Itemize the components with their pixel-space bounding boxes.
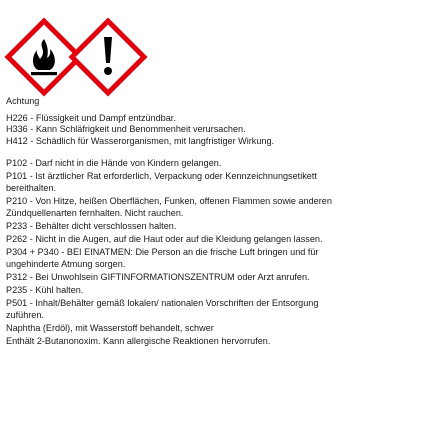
precautionary-statement: [6, 298, 444, 321]
precautionary-statement: [6, 234, 444, 246]
statement-line: P233 - Behälter dicht verschlossen halten.: [6, 220, 177, 231]
statement-line: P210 - Von Hitze, heißen Oberflächen, Funken, offenen Flammen sowie anderen: [6, 196, 332, 207]
exclamation-mark-icon: [68, 17, 148, 97]
precautionary-statement: [6, 336, 444, 348]
statement-line: Zündquellenarten fernhalten. Nicht rauchen.: [6, 207, 184, 218]
statement-line: P312 - Bei Unwohlsein GIFTINFORMATIONSZENTRUM oder Arzt anrufen.: [6, 271, 310, 282]
precautionary-statement: [6, 323, 444, 335]
precautionary-statement: [6, 158, 444, 170]
precautionary-statement: [6, 272, 444, 284]
statement-line: P304 + P340 - BEI EINATMEN: Die Person an die frische Luft bringen und für: [6, 247, 319, 258]
statement-line: Naphtha (Erdöl), mit Wasserstoff behandelt, schwer: [6, 322, 214, 333]
statement-line: bereithalten.: [6, 183, 57, 194]
ghs-pictograms: [4, 17, 164, 97]
statement-line: ungehinderte Atmung sorgen.: [6, 258, 126, 269]
precautionary-statement: [6, 285, 444, 297]
hazard-statement: H412 - Schädlich für Wasserorganismen, mit langfristiger Wirkung.: [6, 135, 275, 146]
signal-word: Achtung: [6, 96, 40, 106]
hazard-label-text: [6, 96, 444, 349]
precautionary-statement: [6, 196, 444, 219]
hazard-statement: H336 - Kann Schläfrigkeit und Benommenheit verursachen.: [6, 124, 246, 135]
hazard-statement: H226 - Flüssigkeit und Dampf entzündbar.: [6, 112, 176, 123]
statement-line: zuführen.: [6, 309, 44, 320]
precautionary-statement: [6, 171, 444, 194]
statement-line: P101 - Ist ärztlicher Rat erforderlich, Verpackung oder Kennzeichnungsetikett: [6, 171, 317, 182]
statement-line: Enthält 2-Butanonoxim. Kann allergische Reaktionen hervorrufen.: [6, 335, 271, 346]
precautionary-statement: [6, 247, 444, 270]
statement-line: P501 - Inhalt/Behälter gemäß lokalen/ nationalen Vorschriften der Entsorgung: [6, 297, 319, 308]
precautionary-statements: [6, 158, 444, 347]
hazard-statements: [6, 113, 444, 148]
statement-line: P235 - Kühl halten.: [6, 284, 84, 295]
precautionary-statement: [6, 221, 444, 233]
statement-line: P262 - Nicht in die Augen, auf die Haut oder auf die Kleidung gelangen lassen.: [6, 233, 323, 244]
statement-line: P102 - Darf nicht in die Hände von Kindern gelangen.: [6, 158, 222, 169]
